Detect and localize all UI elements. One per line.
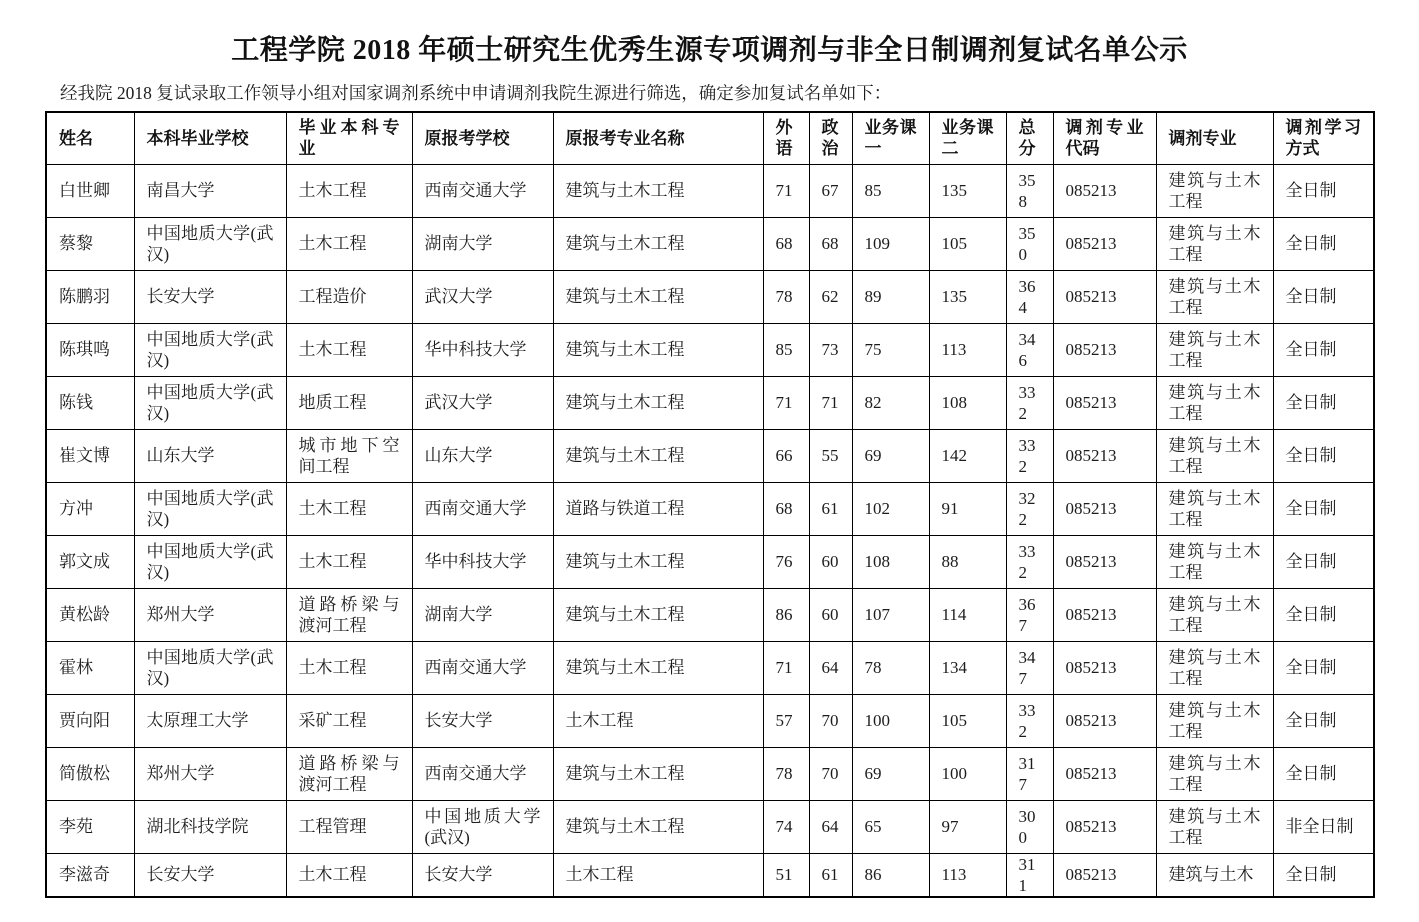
table-cell: 085213: [1053, 323, 1156, 376]
table-cell: 350: [1006, 217, 1053, 270]
table-cell: 中国地质大学(武汉): [134, 482, 286, 535]
table-cell: 86: [763, 588, 809, 641]
table-row: [46, 376, 1374, 429]
table-cell: 65: [852, 800, 929, 853]
table-cell: 武汉大学: [412, 376, 553, 429]
table-cell: 城市地下空间工程: [286, 429, 412, 482]
table-cell: 西南交通大学: [412, 482, 553, 535]
table-cell: 全日制: [1273, 588, 1374, 641]
table-cell: 陈琪鸣: [46, 323, 134, 376]
column-header: 调剂专业: [1156, 112, 1273, 164]
table-cell: 108: [929, 376, 1006, 429]
table-cell: 土木工程: [286, 323, 412, 376]
page-title: 工程学院 2018 年硕士研究生优秀生源专项调剂与非全日制调剂复试名单公示: [231, 35, 1188, 66]
table-cell: 中国地质大学(武汉): [134, 376, 286, 429]
table-cell: 97: [929, 800, 1006, 853]
table-cell: 367: [1006, 588, 1053, 641]
table-cell: 建筑与土木工程: [1156, 376, 1273, 429]
table-cell: 建筑与土木工程: [553, 217, 763, 270]
table-cell: 69: [852, 747, 929, 800]
table-row: [46, 694, 1374, 747]
table-body: [46, 164, 1374, 897]
roster-table-wrap: [45, 111, 1375, 898]
table-cell: 57: [763, 694, 809, 747]
table-cell: 全日制: [1273, 747, 1374, 800]
table-cell: 全日制: [1273, 535, 1374, 588]
table-cell: 68: [763, 217, 809, 270]
table-cell: 工程造价: [286, 270, 412, 323]
table-cell: 建筑与土木工程: [553, 164, 763, 217]
table-cell: 全日制: [1273, 270, 1374, 323]
table-cell: 建筑与土木工程: [1156, 217, 1273, 270]
table-cell: 中国地质大学(武汉): [412, 800, 553, 853]
table-cell: 105: [929, 217, 1006, 270]
table-row: [46, 164, 1374, 217]
intro-text: 经我院 2018 复试录取工作领导小组对国家调剂系统中申请调剂我院生源进行筛选，确定参加复试名单如下：: [60, 83, 892, 103]
table-cell: 64: [809, 800, 852, 853]
table-cell: 长安大学: [134, 853, 286, 897]
table-cell: 085213: [1053, 588, 1156, 641]
column-header: 毕业本科专业: [286, 112, 412, 164]
table-cell: 311: [1006, 853, 1053, 897]
table-cell: 62: [809, 270, 852, 323]
table-cell: 建筑与土木工程: [1156, 164, 1273, 217]
table-cell: 全日制: [1273, 482, 1374, 535]
table-cell: 108: [852, 535, 929, 588]
table-cell: 中国地质大学(武汉): [134, 323, 286, 376]
table-cell: 地质工程: [286, 376, 412, 429]
table-cell: 61: [809, 853, 852, 897]
table-cell: 郑州大学: [134, 747, 286, 800]
table-cell: 湖北科技学院: [134, 800, 286, 853]
table-cell: 114: [929, 588, 1006, 641]
column-header: 业务课一: [852, 112, 929, 164]
table-cell: 全日制: [1273, 217, 1374, 270]
table-cell: 建筑与土木工程: [1156, 323, 1273, 376]
table-cell: 土木工程: [553, 853, 763, 897]
table-cell: 崔文博: [46, 429, 134, 482]
table-cell: 60: [809, 588, 852, 641]
table-cell: 68: [809, 217, 852, 270]
table-cell: 土木工程: [286, 482, 412, 535]
table-cell: 建筑与土木工程: [1156, 429, 1273, 482]
table-cell: 102: [852, 482, 929, 535]
table-cell: 建筑与土木工程: [553, 588, 763, 641]
column-header: 政治: [809, 112, 852, 164]
table-cell: 陈鹏羽: [46, 270, 134, 323]
table-cell: 土木工程: [286, 217, 412, 270]
table-cell: 全日制: [1273, 323, 1374, 376]
table-cell: 湖南大学: [412, 588, 553, 641]
table-cell: 武汉大学: [412, 270, 553, 323]
table-cell: 西南交通大学: [412, 747, 553, 800]
table-cell: 364: [1006, 270, 1053, 323]
table-cell: 69: [852, 429, 929, 482]
table-cell: 南昌大学: [134, 164, 286, 217]
table-cell: 71: [763, 641, 809, 694]
column-header: 总分: [1006, 112, 1053, 164]
table-row: [46, 535, 1374, 588]
table-cell: 51: [763, 853, 809, 897]
table-cell: 358: [1006, 164, 1053, 217]
table-cell: 建筑与土木工程: [1156, 747, 1273, 800]
table-cell: 建筑与土木工程: [553, 270, 763, 323]
table-cell: 085213: [1053, 270, 1156, 323]
table-cell: 100: [929, 747, 1006, 800]
table-cell: 建筑与土木工程: [1156, 800, 1273, 853]
table-cell: 建筑与土木工程: [553, 376, 763, 429]
table-cell: 采矿工程: [286, 694, 412, 747]
table-cell: 贾向阳: [46, 694, 134, 747]
table-cell: 89: [852, 270, 929, 323]
table-cell: 郭文成: [46, 535, 134, 588]
table-cell: 71: [763, 376, 809, 429]
table-cell: 道路桥梁与渡河工程: [286, 588, 412, 641]
table-cell: 全日制: [1273, 853, 1374, 897]
table-cell: 建筑与土木工程: [1156, 535, 1273, 588]
table-cell: 长安大学: [134, 270, 286, 323]
table-cell: 白世卿: [46, 164, 134, 217]
table-cell: 工程管理: [286, 800, 412, 853]
table-cell: 85: [852, 164, 929, 217]
table-cell: 322: [1006, 482, 1053, 535]
table-row: [46, 747, 1374, 800]
column-header: 原报考专业名称: [553, 112, 763, 164]
table-cell: 全日制: [1273, 164, 1374, 217]
table-cell: 300: [1006, 800, 1053, 853]
table-cell: 山东大学: [134, 429, 286, 482]
table-cell: 华中科技大学: [412, 535, 553, 588]
table-cell: 085213: [1053, 164, 1156, 217]
table-cell: 建筑与土木工程: [553, 641, 763, 694]
table-cell: 86: [852, 853, 929, 897]
table-cell: 土木工程: [286, 641, 412, 694]
table-cell: 霍林: [46, 641, 134, 694]
table-cell: 135: [929, 270, 1006, 323]
table-cell: 长安大学: [412, 694, 553, 747]
table-cell: 085213: [1053, 217, 1156, 270]
table-cell: 黄松龄: [46, 588, 134, 641]
table-cell: 70: [809, 747, 852, 800]
table-cell: 347: [1006, 641, 1053, 694]
table-cell: 李苑: [46, 800, 134, 853]
table-cell: 建筑与土木工程: [1156, 588, 1273, 641]
table-cell: 085213: [1053, 429, 1156, 482]
header-row: [46, 112, 1374, 164]
table-cell: 西南交通大学: [412, 164, 553, 217]
table-cell: 建筑与土木工程: [553, 800, 763, 853]
table-cell: 71: [763, 164, 809, 217]
table-cell: 建筑与土木工程: [1156, 694, 1273, 747]
table-cell: 67: [809, 164, 852, 217]
table-cell: 土木工程: [286, 164, 412, 217]
table-cell: 土木工程: [553, 694, 763, 747]
table-cell: 全日制: [1273, 376, 1374, 429]
table-cell: 109: [852, 217, 929, 270]
table-cell: 317: [1006, 747, 1053, 800]
table-cell: 107: [852, 588, 929, 641]
table-cell: 332: [1006, 376, 1053, 429]
table-cell: 长安大学: [412, 853, 553, 897]
table-cell: 332: [1006, 535, 1053, 588]
table-cell: 74: [763, 800, 809, 853]
table-cell: 78: [763, 270, 809, 323]
table-cell: 湖南大学: [412, 217, 553, 270]
table-cell: 陈钱: [46, 376, 134, 429]
table-cell: 085213: [1053, 535, 1156, 588]
table-cell: 142: [929, 429, 1006, 482]
table-cell: 346: [1006, 323, 1053, 376]
table-cell: 61: [809, 482, 852, 535]
table-cell: 66: [763, 429, 809, 482]
table-cell: 085213: [1053, 641, 1156, 694]
table-cell: 建筑与土木工程: [553, 429, 763, 482]
table-row: [46, 853, 1374, 897]
table-cell: 简傲松: [46, 747, 134, 800]
table-cell: 建筑与土木工程: [1156, 270, 1273, 323]
table-row: [46, 588, 1374, 641]
table-cell: 建筑与土木工程: [1156, 641, 1273, 694]
table-cell: 70: [809, 694, 852, 747]
table-cell: 建筑与土木工程: [553, 535, 763, 588]
table-cell: 75: [852, 323, 929, 376]
table-cell: 085213: [1053, 800, 1156, 853]
table-cell: 道路与铁道工程: [553, 482, 763, 535]
table-row: [46, 641, 1374, 694]
table-cell: 71: [809, 376, 852, 429]
table-cell: 135: [929, 164, 1006, 217]
table-cell: 蔡黎: [46, 217, 134, 270]
table-header: [46, 112, 1374, 164]
table-row: [46, 323, 1374, 376]
column-header: 业务课二: [929, 112, 1006, 164]
table-cell: 105: [929, 694, 1006, 747]
table-cell: 方冲: [46, 482, 134, 535]
roster-table: [45, 111, 1375, 898]
table-cell: 085213: [1053, 482, 1156, 535]
table-row: [46, 482, 1374, 535]
column-header: 原报考学校: [412, 112, 553, 164]
table-row: [46, 270, 1374, 323]
column-header: 调剂专业代码: [1053, 112, 1156, 164]
table-cell: 西南交通大学: [412, 641, 553, 694]
table-cell: 全日制: [1273, 429, 1374, 482]
table-cell: 55: [809, 429, 852, 482]
table-row: [46, 800, 1374, 853]
table-cell: 085213: [1053, 694, 1156, 747]
table-row: [46, 429, 1374, 482]
column-header: 外语: [763, 112, 809, 164]
table-cell: 建筑与土木工程: [553, 323, 763, 376]
table-cell: 73: [809, 323, 852, 376]
column-header: 本科毕业学校: [134, 112, 286, 164]
table-cell: 土木工程: [286, 535, 412, 588]
table-cell: 085213: [1053, 376, 1156, 429]
table-cell: 非全日制: [1273, 800, 1374, 853]
table-cell: 全日制: [1273, 641, 1374, 694]
table-cell: 82: [852, 376, 929, 429]
table-cell: 李滋奇: [46, 853, 134, 897]
table-cell: 中国地质大学(武汉): [134, 535, 286, 588]
table-row: [46, 217, 1374, 270]
table-cell: 64: [809, 641, 852, 694]
table-cell: 太原理工大学: [134, 694, 286, 747]
table-cell: 中国地质大学(武汉): [134, 641, 286, 694]
table-cell: 78: [852, 641, 929, 694]
table-cell: 华中科技大学: [412, 323, 553, 376]
column-header: 调剂学习方式: [1273, 112, 1374, 164]
table-cell: 085213: [1053, 747, 1156, 800]
table-cell: 建筑与土木工程: [553, 747, 763, 800]
table-cell: 山东大学: [412, 429, 553, 482]
table-cell: 道路桥梁与渡河工程: [286, 747, 412, 800]
table-cell: 113: [929, 853, 1006, 897]
table-cell: 134: [929, 641, 1006, 694]
table-cell: 113: [929, 323, 1006, 376]
table-cell: 85: [763, 323, 809, 376]
table-cell: 100: [852, 694, 929, 747]
column-header: 姓名: [46, 112, 134, 164]
table-cell: 郑州大学: [134, 588, 286, 641]
table-cell: 60: [809, 535, 852, 588]
table-cell: 68: [763, 482, 809, 535]
table-cell: 建筑与土木: [1156, 853, 1273, 897]
table-cell: 332: [1006, 429, 1053, 482]
table-cell: 土木工程: [286, 853, 412, 897]
table-cell: 76: [763, 535, 809, 588]
table-cell: 332: [1006, 694, 1053, 747]
table-cell: 88: [929, 535, 1006, 588]
table-cell: 91: [929, 482, 1006, 535]
table-cell: 78: [763, 747, 809, 800]
table-cell: 085213: [1053, 853, 1156, 897]
table-cell: 中国地质大学(武汉): [134, 217, 286, 270]
table-cell: 建筑与土木工程: [1156, 482, 1273, 535]
table-cell: 全日制: [1273, 694, 1374, 747]
